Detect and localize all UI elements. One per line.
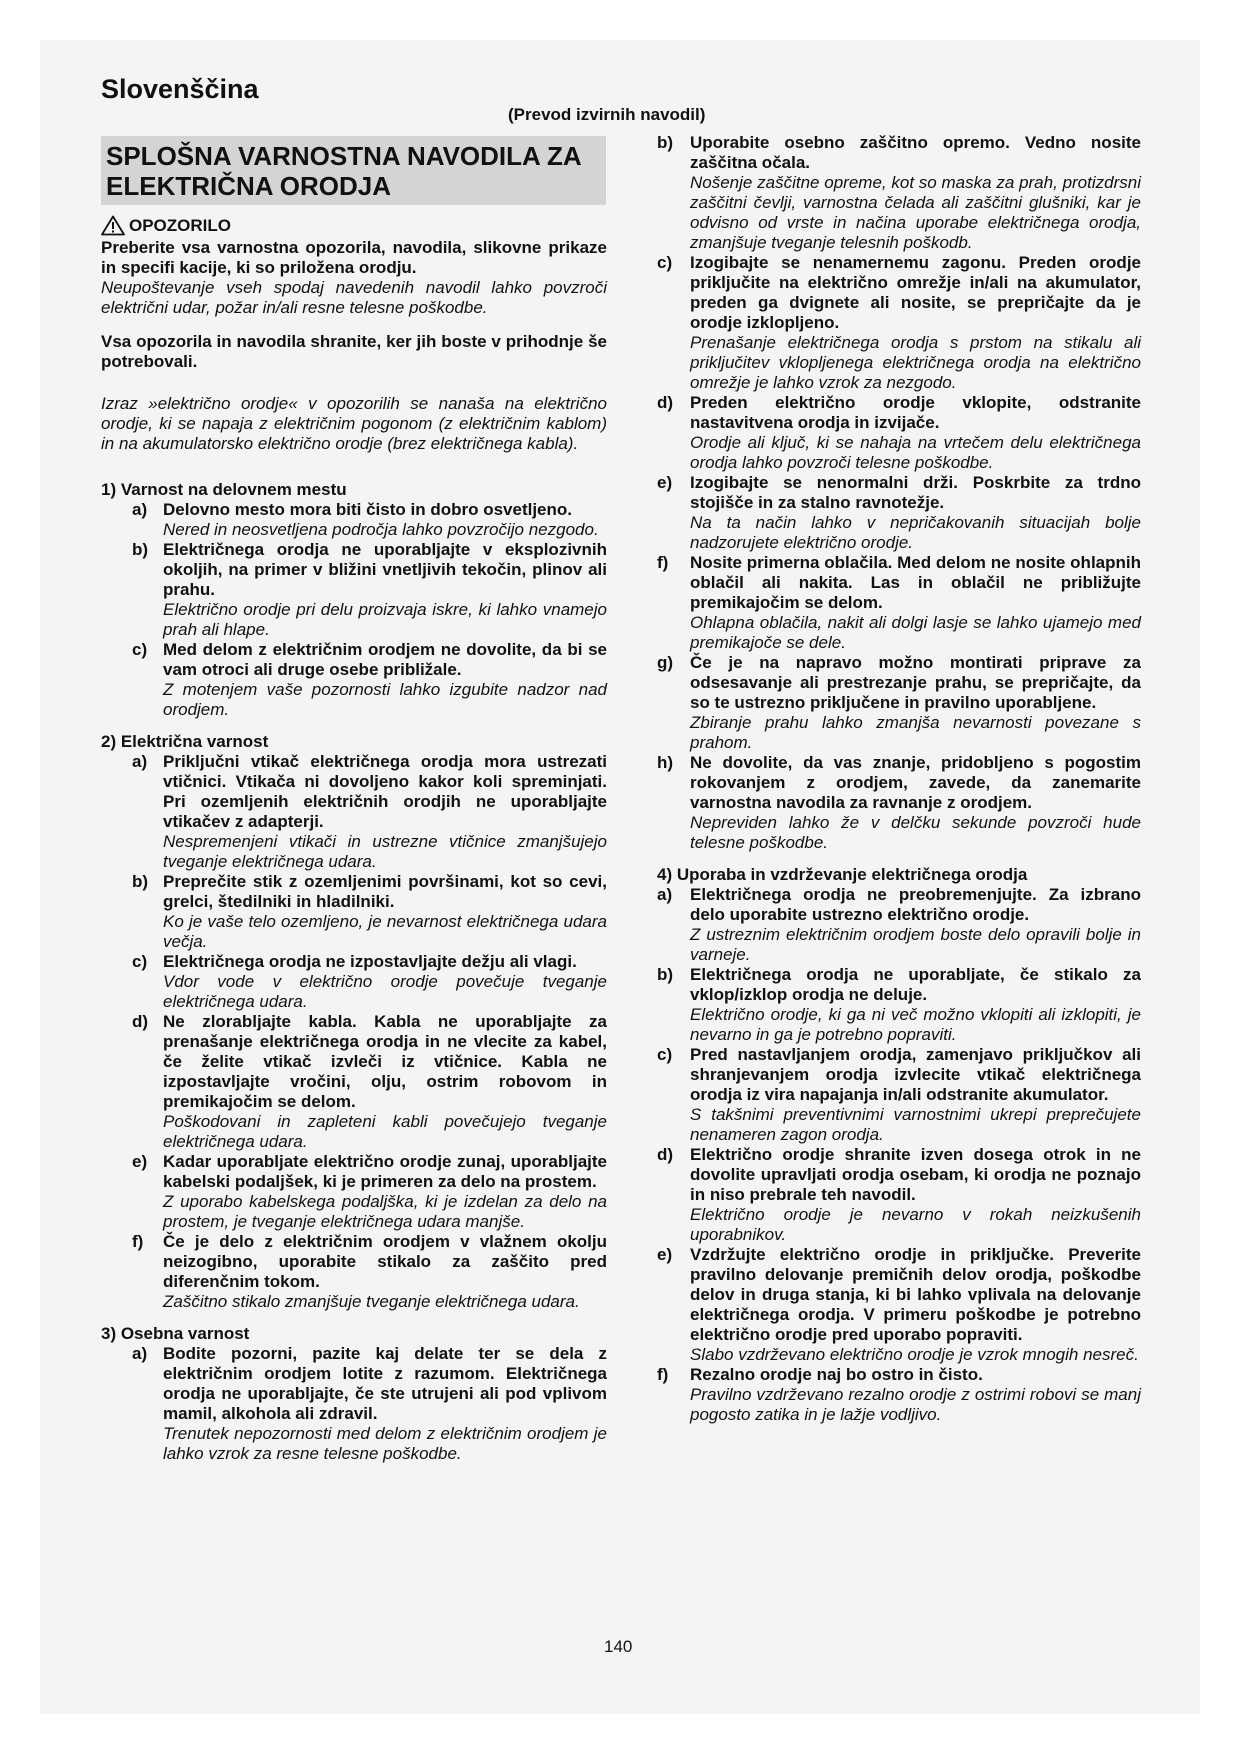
item-bold-text: Če je delo z električnim orodjem v vlažnem okolju neizogibno, uporabite stikalo za zaščito pred diferenčnim tokom. xyxy=(163,1232,607,1291)
item-label: b) xyxy=(132,872,149,891)
item-bold-text: Električnega orodja ne preobremenjujte. Za izbrano delo uporabite ustrezno električno orodje. xyxy=(690,885,1141,924)
item-label: a) xyxy=(132,752,148,771)
item-bold-text: Delovno mesto mora biti čisto in dobro osvetljeno. xyxy=(163,500,572,519)
item-label: f) xyxy=(132,1232,144,1251)
item-label: c) xyxy=(657,253,673,272)
item-italic-text: Na ta način lahko v nepričakovanih situacijah bolje nadzorujete električno orodje. xyxy=(690,513,1141,552)
item-italic-text: Pravilno vzdrževano rezalno orodje z ostrimi robovi se manj pogosto zatika in je lažje vodljivo. xyxy=(690,1385,1141,1424)
section-title: 2) Električna varnost xyxy=(101,732,269,751)
page-number: 140 xyxy=(604,1637,633,1656)
warning-heading xyxy=(101,215,607,236)
item-label: e) xyxy=(657,473,673,492)
list-item xyxy=(132,1152,607,1232)
item-bold-text: Izogibajte se nenamernemu zagonu. Preden orodje priključite na električno omrežje in/ali na akumulator, preden ga dvignete ali nosite, se prepričajte da je orodje izklopljeno. xyxy=(690,253,1141,332)
item-bold-text: Električnega orodja ne izpostavljajte dežju ali vlagi. xyxy=(163,952,577,971)
item-italic-text: Nepreviden lahko že v delčku sekunde povzroči hude telesne poškodbe. xyxy=(690,813,1141,852)
item-italic-text: Trenutek nepozornosti med delom z električnim orodjem je lahko vzrok za resne telesne poškodbe. xyxy=(163,1424,607,1463)
list-item xyxy=(657,1245,1141,1365)
item-label: b) xyxy=(657,965,674,984)
item-italic-text: Orodje ali ključ, ki se nahaja na vrtečem delu električnega orodja lahko povzroči telesne poškodbe. xyxy=(690,433,1141,472)
list-item xyxy=(132,752,607,872)
item-italic-text: Električno orodje, ki ga ni več možno vklopiti ali izklopiti, je nevarno in ga je potrebno popraviti. xyxy=(690,1005,1141,1044)
list-item xyxy=(132,640,607,720)
item-bold-text: Pred nastavljanjem orodja, zamenjavo priključkov ali shranjevanjem orodja izvlecite vtikač električnega orodja iz vira napajanja in/ali odstranite akumulator. xyxy=(690,1045,1141,1104)
section-title: 1) Varnost na delovnem mestu xyxy=(101,480,347,499)
section-title: 3) Osebna varnost xyxy=(101,1324,250,1343)
item-italic-text: S takšnimi preventivnimi varnostnimi ukrepi preprečujete nenameren zagon orodja. xyxy=(690,1105,1141,1144)
item-bold-text: Preden električno orodje vklopite, odstranite nastavitvena orodja in izvijače. xyxy=(690,393,1141,432)
list-item xyxy=(132,1344,607,1464)
item-bold-text: Uporabite osebno zaščitno opremo. Vedno nosite zaščitna očala. xyxy=(690,133,1141,172)
item-bold-text: Električnega orodja ne uporabljajte v eksplozivnih okoljih, na primer v bližini vnetljivih tekočin, plinov ali prahu. xyxy=(163,540,607,599)
item-bold-text: Električnega orodja ne uporabljate, če stikalo za vklop/izklop orodja ne deluje. xyxy=(690,965,1141,1004)
item-italic-text: Z uporabo kabelskega podaljška, ki je izdelan za delo na prostem, je tveganje električnega udara manjše. xyxy=(163,1192,607,1231)
item-bold-text: Nosite primerna oblačila. Med delom ne nosite ohlapnih oblačil ali nakita. Las in oblačil ne približujte premikajočim se delom. xyxy=(690,553,1141,612)
item-italic-text: Poškodovani in zapleteni kabli povečujejo tveganje električnega udara. xyxy=(163,1112,607,1151)
item-italic-text: Nošenje zaščitne opreme, kot so maska za prah, protizdrsni zaščitni čevlji, varnostna čelada ali zaščitni glušniki, kar je odvisno od vrste in načina uporabe električnega orodja, zmanjšuje tveganje telesnih poškodb. xyxy=(690,173,1141,252)
list-item xyxy=(132,1012,607,1152)
item-label: a) xyxy=(132,500,148,519)
warning-label: OPOZORILO xyxy=(129,215,231,235)
banner-title: SPLOŠNA VARNOSTNA NAVODILA ZA ELEKTRIČNA ORODJA xyxy=(101,136,606,205)
warning-triangle-icon xyxy=(101,215,125,236)
item-bold-text: Izogibajte se nenormalni drži. Poskrbite za trdno stojišče in za stalno ravnotežje. xyxy=(690,473,1141,512)
left-column xyxy=(101,136,607,1464)
definition-text: Izraz »električno orodje« v opozorilih se nanaša na električno orodje, ki se napaja z električnim pogonom (z električnim kablom) in na akumulatorsko električno orodje (brez električnega kabla). xyxy=(101,394,607,453)
item-label: f) xyxy=(657,1365,669,1384)
list-item xyxy=(657,133,1141,253)
item-bold-text: Ne dovolite, da vas znanje, pridobljeno s pogostim rokovanjem z orodjem, zavede, da zanemarite varnostna navodila za ravnanje z orodjem. xyxy=(690,753,1141,812)
right-column xyxy=(657,133,1141,1425)
item-italic-text: Nered in neosvetljena področja lahko povzročijo nezgodo. xyxy=(163,520,599,539)
item-bold-text: Če je na napravo možno montirati priprave za odsesavanje ali prestrezanje prahu, se prepričajte, da so te ustrezno priključene in pravilno uporabljene. xyxy=(690,653,1141,712)
section-title: 4) Uporaba in vzdrževanje električnega orodja xyxy=(657,865,1028,884)
item-italic-text: Zaščitno stikalo zmanjšuje tveganje električnega udara. xyxy=(163,1292,580,1311)
list-item xyxy=(657,253,1141,393)
item-italic-text: Zbiranje prahu lahko zmanjša nevarnosti povezane s prahom. xyxy=(690,713,1141,752)
list-item xyxy=(657,1045,1141,1145)
warning-italic-text: Neupoštevanje vseh spodaj navedenih navodil lahko povzroči električni udar, požar in/ali resne telesne poškodbe. xyxy=(101,278,607,317)
item-bold-text: Rezalno orodje naj bo ostro in čisto. xyxy=(690,1365,983,1384)
item-label: c) xyxy=(657,1045,673,1064)
item-bold-text: Med delom z električnim orodjem ne dovolite, da bi se vam otroci ali druge osebe približale. xyxy=(163,640,607,679)
item-italic-text: Slabo vzdrževano električno orodje je vzrok mnogih nesreč. xyxy=(690,1345,1139,1364)
item-label: d) xyxy=(657,393,674,412)
list-item xyxy=(132,872,607,952)
translation-subtitle: (Prevod izvirnih navodil) xyxy=(508,105,706,124)
item-italic-text: Vdor vode v električno orodje povečuje tveganje električnega udara. xyxy=(163,972,607,1011)
item-italic-text: Prenašanje električnega orodja s prstom na stikalu ali priključitev vklopljenega električnega orodja na električno omrežje je lahko vzrok za nezgodo. xyxy=(690,333,1141,392)
warning-bold-text: Preberite vsa varnostna opozorila, navodila, slikovne prikaze in specifi kacije, ki so priložena orodju. xyxy=(101,238,607,277)
item-italic-text: Ko je vaše telo ozemljeno, je nevarnost električnega udara večja. xyxy=(163,912,607,951)
item-label: b) xyxy=(657,133,674,152)
item-label: f) xyxy=(657,553,669,572)
item-label: d) xyxy=(657,1145,674,1164)
list-item xyxy=(657,965,1141,1045)
list-item xyxy=(657,753,1141,853)
item-bold-text: Vzdržujte električno orodje in priključke. Preverite pravilno delovanje premičnih delov orodja, poškodbe delov in druga stanja, ki bi lahko vplivala na delovanje električnega orodja. V primeru poškodbe je potrebno električno orodje pred uporabo popraviti. xyxy=(690,1245,1141,1344)
list-item xyxy=(657,393,1141,473)
item-bold-text: Ne zlorabljajte kabla. Kabla ne uporabljajte za prenašanje električnega orodja in ne vlecite za kabel, če želite vtikač izvleči iz vtičnice. Kabla ne izpostavljajte vročini, olju, ostrim robovom in premikajočim se delom. xyxy=(163,1012,607,1111)
language-heading: Slovenščina xyxy=(101,74,259,104)
item-label: b) xyxy=(132,540,149,559)
list-item xyxy=(132,540,607,640)
item-bold-text: Električno orodje shranite izven dosega otrok in ne dovolite upravljati orodja osebam, ki orodja ne poznajo in niso prebrale teh navodil. xyxy=(690,1145,1141,1204)
item-label: e) xyxy=(657,1245,673,1264)
list-item xyxy=(132,1232,607,1312)
item-label: a) xyxy=(657,885,673,904)
item-italic-text: Ohlapna oblačila, nakit ali dolgi lasje se lahko ujamejo med premikajoče se dele. xyxy=(690,613,1141,652)
list-item xyxy=(657,473,1141,553)
list-item xyxy=(657,553,1141,653)
list-item xyxy=(657,1365,1141,1425)
item-bold-text: Priključni vtikač električnega orodja mora ustrezati vtičnici. Vtikača ni dovoljeno kakor koli spreminjati. Pri ozemljenih električnih orodjih ne uporabljajte vtikačev z adapterji. xyxy=(163,752,607,831)
item-bold-text: Kadar uporabljate električno orodje zunaj, uporabljajte kabelski podaljšek, ki je primeren za delo na prostem. xyxy=(163,1152,607,1191)
item-bold-text: Bodite pozorni, pazite kaj delate ter se dela z električnim orodjem lotite z razumom. Električnega orodja ne uporabljajte, če ste utrujeni ali pod vplivom mamil, alkohola ali zdravil. xyxy=(163,1344,607,1423)
keep-instructions-text: Vsa opozorila in navodila shranite, ker jih boste v prihodnje še potrebovali. xyxy=(101,332,607,371)
item-label: e) xyxy=(132,1152,148,1171)
list-item xyxy=(657,653,1141,753)
item-italic-text: Električno orodje je nevarno v rokah neizkušenih uporabnikov. xyxy=(690,1205,1141,1244)
list-item xyxy=(657,885,1141,965)
item-italic-text: Z motenjem vaše pozornosti lahko izgubite nadzor nad orodjem. xyxy=(163,680,607,719)
item-label: h) xyxy=(657,753,674,772)
list-item xyxy=(657,1145,1141,1245)
item-label: c) xyxy=(132,640,148,659)
item-italic-text: Električno orodje pri delu proizvaja iskre, ki lahko vnamejo prah ali hlape. xyxy=(163,600,607,639)
item-label: d) xyxy=(132,1012,149,1031)
item-label: c) xyxy=(132,952,148,971)
list-item xyxy=(132,952,607,1012)
item-italic-text: Z ustreznim električnim orodjem boste delo opravili bolje in varneje. xyxy=(690,925,1141,964)
item-label: a) xyxy=(132,1344,148,1363)
item-italic-text: Nespremenjeni vtikači in ustrezne vtičnice zmanjšujejo tveganje električnega udara. xyxy=(163,832,607,871)
item-label: g) xyxy=(657,653,674,672)
list-item xyxy=(132,500,607,540)
item-bold-text: Preprečite stik z ozemljenimi površinami, kot so cevi, grelci, štedilniki in hladilniki. xyxy=(163,872,607,911)
